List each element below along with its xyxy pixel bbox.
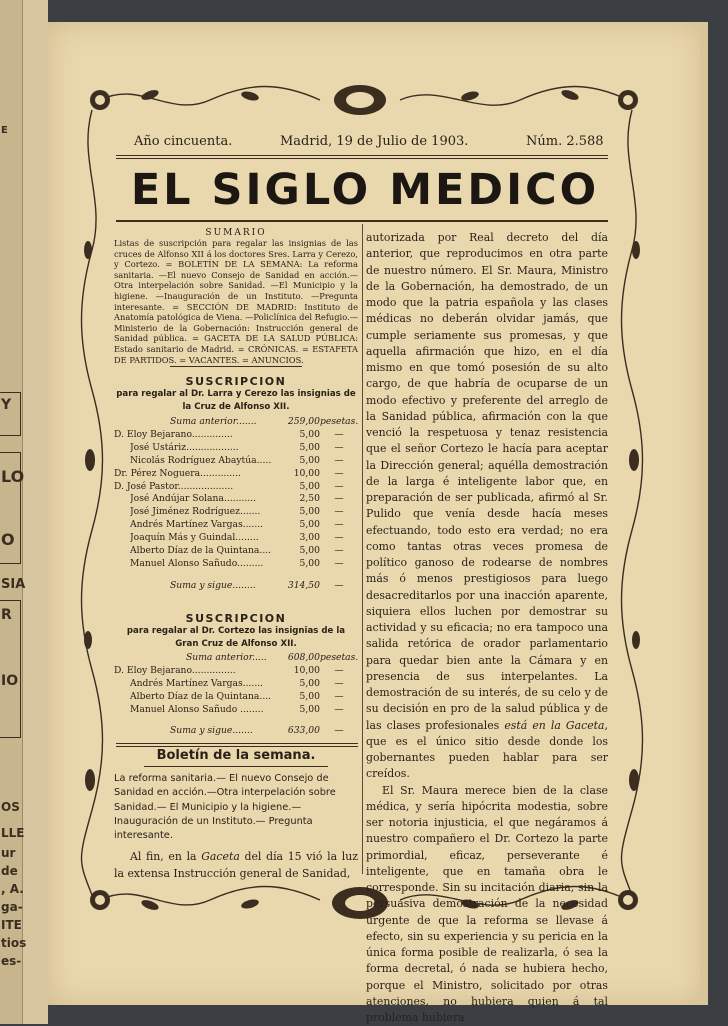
donor-row: Manuel Alonso Sañudo......... 5,00 — [114, 558, 358, 571]
donor-row: José Ustáriz.................. 5,00 — [114, 442, 358, 455]
donor-row: Alberto Díaz de la Quintana.... 5,00 — [114, 545, 358, 558]
boletin-summary: La reforma sanitaria.— El nuevo Consejo de Sanidad en acción.—Otra interpelación sobre Sanidad.— El Municipio y la higiene.— Inauguración de un Instituto.— Pregunta interesante. [114, 772, 358, 843]
subscription-cortezo [114, 612, 358, 737]
left-fragment: tios [0, 938, 23, 948]
sumario-heading: SUMARIO [114, 228, 358, 238]
year-label: Año cincuenta. [134, 134, 232, 149]
total-row: Suma y sigue........ 314,50 — [114, 580, 358, 593]
sumario-text: Listas de suscripción para regalar las insignias de las cruces de Alfonso XII á los doctores Sres. Larra y Cerezo, y Cortezo. = BOLETÍN DE LA SEMANA: La reforma sanitaria. —El nuevo Consejo de Sanidad en acción.— Otra interpelación sobre Sanidad. —El Municipio y la higiene. —Inauguración de un Instituto. —Pregunta interesante. = SECCIÓN DE MADRID: Instituto de Anatomía patológica de Viena. —Policlínica del Refugio.— Ministerio de la Gobernación: Instrucción general de Sanidad pública. = GACETA DE LA SALUD PÚBLICA: Estado sanitario de Madrid. = CRÓNICAS. = ESTAFETA DE PARTIDOS. = VACANTES. = ANUNCIOS. [114, 238, 358, 365]
boletin-heading: Boletín de la semana. [114, 748, 358, 763]
donor-row: Alberto Díaz de la Quintana.... 5,00 — [114, 691, 358, 704]
header-rule [116, 155, 608, 156]
subscription-subtitle: para regalar al Dr. Cortezo las insignias de la Gran Cruz de Alfonso XII. [114, 625, 358, 650]
boletin-section [114, 748, 358, 882]
sumario-section [114, 228, 358, 365]
left-fragment: OS [0, 802, 23, 812]
left-fragment: es- [0, 956, 23, 966]
section-rule [170, 366, 302, 367]
left-fragment: SIA [0, 580, 23, 590]
masthead-title: EL SIGLO MEDICO [126, 167, 604, 213]
previous-sum-row: Suma anterior..... 608,00 pesetas. [114, 652, 358, 665]
left-fragment: LO [0, 472, 23, 482]
section-rule [116, 743, 358, 744]
header-rule [116, 158, 608, 159]
left-fragment: , A. [0, 884, 23, 894]
subscription-heading: SUSCRIPCION [114, 612, 358, 625]
top-vine-right [400, 87, 628, 106]
donor-row: Joaquín Más y Guindal........ 3,00 — [114, 532, 358, 545]
donor-row: Nicolás Rodríguez Abaytúa..... 5,00 — [114, 455, 358, 468]
boletin-rule [144, 766, 328, 767]
left-fragment: R [0, 610, 23, 620]
left-fragment: IO [0, 676, 23, 686]
left-fragment: de [0, 866, 23, 876]
boletin-paragraph: Al fin, en la Gaceta del día 15 vió la luz la extensa Instrucción general de Sanidad, [114, 849, 358, 882]
donor-row: José Andújar Solana........... 2,50 — [114, 493, 358, 506]
donor-row: D. Eloy Bejarano............... 10,00 — [114, 665, 358, 678]
donor-row: José Jiménez Rodríguez....... 5,00 — [114, 506, 358, 519]
column-divider [362, 224, 363, 874]
donor-row: Andrés Martínez Vargas....... 5,00 — [114, 678, 358, 691]
subscription-larra [114, 375, 358, 593]
section-rule [116, 746, 358, 747]
subscription-subtitle: para regalar al Dr. Larra y Cerezo las insignias de la Cruz de Alfonso XII. [114, 388, 358, 413]
left-fragment: ur [0, 848, 23, 858]
total-row: Suma y sigue....... 633,00 — [114, 725, 358, 738]
left-fragment: LLE [0, 828, 23, 838]
article-right-column [366, 230, 608, 1026]
donor-row: D. Eloy Bejarano.............. 5,00 — [114, 429, 358, 442]
issue-number: Núm. 2.588 [526, 134, 604, 149]
subscription-heading: SUSCRIPCION [114, 375, 358, 388]
issue-date: Madrid, 19 de Julio de 1903. [280, 134, 468, 149]
donor-row: D. José Pastor................... 5,00 — [114, 481, 358, 494]
left-fragment: Y [0, 400, 23, 410]
left-fragment: ga- [0, 902, 23, 912]
top-vine-left [100, 87, 320, 105]
left-fragment: ITE [0, 920, 23, 930]
left-fragment: O [0, 535, 23, 545]
donor-row: Andrés Martínez Vargas....... 5,00 — [114, 519, 358, 532]
previous-sum-row: Suma anterior....... 259,00 pesetas. [114, 416, 358, 429]
masthead-rule [116, 220, 608, 222]
article-paragraph: autorizada por Real decreto del día anterior, que reproducimos en otra parte de nuestro número. El Sr. Maura, Ministro de la Gobernación, ha demostrado, de un modo que la patria española y las clases médicas no deberán olvidar jamás, que cumple seriamente sus promesas, y que aquella afirmación que hizo, en el día mismo en que tomó posesión de su alto cargo, de que habría de ocuparse de un modo efectivo y preferente del arreglo de la Sanidad pública, afirmación con la que venció la respetuosa y tenaz resistencia que el señor Cortezo le hacía para aceptar la Dirección general; aquélla demostración de la larga é inteligente labor que, en preparación de ser publicada, afirmó al Sr. Pulido que venía desde hacía meses efectuando, todo esto era verdad; no era como tantas otras veces promesa de político ganoso de rodearse de nombres más ó menos prestigiosos para luego desacreditarlos por una inacción aparente, siquiera ellos luchen por demostrar su actividad y su eficacia; no era tampoco una salida retórica de orador parlamentario para quedar bien ante la Cámara y en presencia de sus interpelantes. La demostración de su interés, de su celo y de su decisión en pro de la salud pública y de las clases profesionales está en la Gaceta, que es el único sitio desde donde los gobernantes pueden hablar para ser creídos. [366, 230, 608, 783]
donor-row: Manuel Alonso Sañudo ........ 5,00 — [114, 704, 358, 717]
donor-row: Dr. Pérez Noguera.............. 10,00 — [114, 468, 358, 481]
article-paragraph: El Sr. Maura merece bien de la clase médica, y sería hipócrita modestia, sobre ser notoria injusticia, el que negáramos á nuestro compañero el Dr. Cortezo la parte primordial, eficaz, perseverante é inteligente, que en tamaña obra le corresponde. Sin su incitación diaria, sin la persuasiva demostración de la necesidad urgente de que la reforma se llevase á efecto, sin su experiencia y su pericia en la única forma posible de realizarla, ó sea la forma decretal, ó nada se hubiera hecho, porque el Ministro, solicitado por otras atenciones, no hubiera quien á tal problema hubiera [366, 783, 608, 1026]
left-fragment: E [0, 126, 23, 136]
